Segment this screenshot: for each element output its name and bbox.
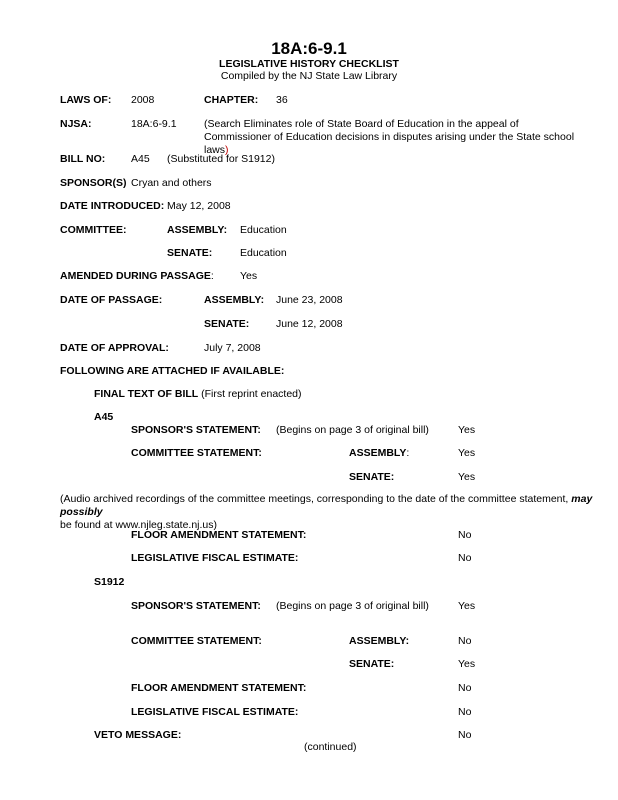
- date-of-passage-label: DATE OF PASSAGE:: [60, 294, 163, 306]
- njsa-description-close: ): [225, 144, 229, 157]
- continued-note: (continued): [304, 741, 357, 753]
- passage-senate-label: SENATE:: [204, 318, 250, 330]
- s1912-floor-label: FLOOR AMENDMENT STATEMENT:: [131, 682, 307, 694]
- audio-note-part1: (Audio archived recordings of the committee meetings, corresponding to the date of the committee statement,: [60, 493, 572, 505]
- amended-value: Yes: [240, 270, 258, 282]
- date-introduced-value: May 12, 2008: [167, 200, 231, 212]
- a45-sponsor-value: Yes: [458, 424, 476, 436]
- a45-committee-label: COMMITTEE STATEMENT:: [131, 447, 262, 459]
- chapter-value: 36: [276, 94, 288, 106]
- a45-floor-label: FLOOR AMENDMENT STATEMENT:: [131, 529, 307, 541]
- chapter-label: CHAPTER:: [204, 94, 259, 106]
- a45-committee-senate-value: Yes: [458, 471, 476, 483]
- s1912-sponsor-value: Yes: [458, 600, 476, 612]
- laws-of-label: LAWS OF:: [60, 94, 112, 106]
- passage-assembly-value: June 23, 2008: [276, 294, 343, 306]
- a45-fiscal-value: No: [458, 552, 472, 564]
- njsa-label: NJSA:: [60, 118, 92, 130]
- following-attached-heading: FOLLOWING ARE ATTACHED IF AVAILABLE:: [60, 365, 285, 377]
- bill-no-label: BILL NO:: [60, 153, 106, 165]
- final-text-line: [94, 388, 302, 401]
- committee-senate-value: Education: [240, 247, 287, 259]
- s1912-sponsor-note: (Begins on page 3 of original bill): [276, 600, 429, 612]
- sponsors-value: Cryan and others: [131, 177, 212, 189]
- a45-sponsor-note: (Begins on page 3 of original bill): [276, 424, 429, 436]
- committee-assembly-value: Education: [240, 224, 287, 236]
- a45-heading: A45: [94, 411, 114, 423]
- passage-senate-value: June 12, 2008: [276, 318, 343, 330]
- date-introduced-label: DATE INTRODUCED:: [60, 200, 165, 212]
- njsa-description: [204, 118, 576, 157]
- final-text-label: FINAL TEXT OF BILL: [94, 388, 199, 400]
- njsa-value: 18A:6-9.1: [131, 118, 177, 130]
- a45-committee-senate-label: SENATE:: [349, 471, 395, 483]
- a45-sponsor-label: SPONSOR'S STATEMENT:: [131, 424, 261, 436]
- sponsors-label: SPONSOR(S): [60, 177, 127, 189]
- s1912-fiscal-value: No: [458, 706, 472, 718]
- date-of-approval-value: July 7, 2008: [204, 342, 261, 354]
- passage-assembly-label: ASSEMBLY:: [204, 294, 265, 306]
- a45-committee-assembly-label: ASSEMBLY: [349, 447, 407, 459]
- audio-note-part2: be found at www.njleg.state.nj.us): [60, 519, 218, 532]
- amended-label: AMENDED DURING PASSAGE: [60, 270, 211, 282]
- s1912-committee-label: COMMITTEE STATEMENT:: [131, 635, 262, 647]
- amended-colon: :: [210, 270, 214, 282]
- page-subtitle: LEGISLATIVE HISTORY CHECKLIST: [219, 58, 399, 70]
- s1912-heading: S1912: [94, 576, 125, 588]
- committee-label: COMMITTEE:: [60, 224, 127, 236]
- s1912-committee-senate-label: SENATE:: [349, 658, 395, 670]
- veto-message-label: VETO MESSAGE:: [94, 729, 182, 741]
- committee-assembly-label: ASSEMBLY:: [167, 224, 228, 236]
- date-of-approval-label: DATE OF APPROVAL:: [60, 342, 169, 354]
- s1912-fiscal-label: LEGISLATIVE FISCAL ESTIMATE:: [131, 706, 299, 718]
- veto-message-value: No: [458, 729, 472, 741]
- s1912-committee-assembly-label: ASSEMBLY:: [349, 635, 410, 647]
- audio-note: [60, 493, 600, 532]
- final-text-note: (First reprint enacted): [201, 388, 302, 400]
- committee-senate-label: SENATE:: [167, 247, 213, 259]
- a45-committee-assembly-colon: :: [406, 447, 410, 459]
- compiled-by: Compiled by the NJ State Law Library: [220, 70, 398, 82]
- s1912-committee-assembly-value: No: [458, 635, 472, 647]
- s1912-sponsor-label: SPONSOR'S STATEMENT:: [131, 600, 261, 612]
- a45-committee-assembly-value: Yes: [458, 447, 476, 459]
- a45-floor-value: No: [458, 529, 472, 541]
- bill-no-note: (Substituted for S1912): [167, 153, 275, 165]
- njsa-description-text: (Search Eliminates role of State Board of Education in the appeal of Commissioner of Education decisions in disputes arising under the State school laws: [204, 118, 575, 157]
- audio-note-emphasis: may possibly: [60, 493, 593, 519]
- a45-fiscal-label: LEGISLATIVE FISCAL ESTIMATE:: [131, 552, 299, 564]
- bill-no-value: A45: [131, 153, 150, 165]
- a45-committee-assembly-line: [349, 447, 409, 460]
- page-title: 18A:6-9.1: [271, 39, 347, 58]
- laws-of-value: 2008: [131, 94, 155, 106]
- s1912-floor-value: No: [458, 682, 472, 694]
- amended-label-line: [60, 270, 214, 283]
- s1912-committee-senate-value: Yes: [458, 658, 476, 670]
